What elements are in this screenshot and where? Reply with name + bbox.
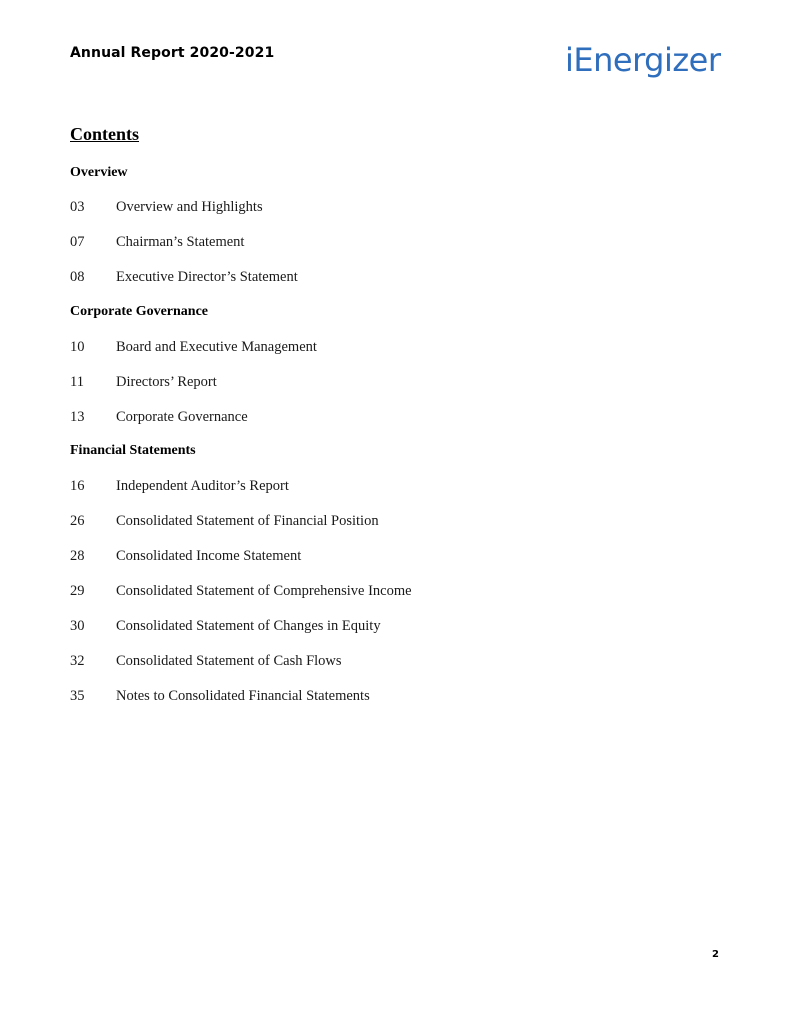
- toc-entry[interactable]: [70, 199, 263, 216]
- toc-entry[interactable]: [70, 478, 289, 495]
- toc-page-number: 29: [70, 583, 85, 599]
- toc-page-number: 13: [70, 409, 85, 425]
- toc-entry-label: Executive Director’s Statement: [116, 269, 298, 285]
- section-heading-overview: Overview: [70, 165, 128, 180]
- toc-entry-label: Consolidated Statement of Changes in Equity: [116, 618, 381, 634]
- toc-entry[interactable]: [70, 269, 298, 286]
- toc-page-number: 16: [70, 478, 85, 494]
- toc-page-number: 30: [70, 618, 85, 634]
- toc-entry-label: Notes to Consolidated Financial Statements: [116, 688, 370, 704]
- toc-entry[interactable]: [70, 653, 342, 670]
- page-number: 2: [712, 949, 719, 960]
- toc-entry-label: Consolidated Statement of Comprehensive Income: [116, 583, 412, 599]
- toc-page-number: 32: [70, 653, 85, 669]
- toc-page-number: 35: [70, 688, 85, 704]
- toc-page-number: 28: [70, 548, 85, 564]
- company-logo: [565, 41, 721, 79]
- toc-entry[interactable]: [70, 234, 244, 251]
- toc-entry-label: Board and Executive Management: [116, 339, 317, 355]
- toc-page-number: 07: [70, 234, 85, 250]
- toc-entry[interactable]: [70, 339, 317, 356]
- toc-entry[interactable]: [70, 688, 370, 705]
- report-title: Annual Report 2020-2021: [70, 45, 275, 61]
- toc-entry[interactable]: [70, 374, 217, 391]
- toc-page-number: 26: [70, 513, 85, 529]
- toc-page-number: 11: [70, 374, 84, 390]
- toc-page-number: 03: [70, 199, 85, 215]
- contents-heading: Contents: [70, 124, 140, 144]
- toc-entry-label: Corporate Governance: [116, 409, 248, 425]
- toc-entry-label: Directors’ Report: [116, 374, 217, 390]
- toc-entry[interactable]: [70, 618, 381, 635]
- toc-entry-label: Consolidated Statement of Cash Flows: [116, 653, 342, 669]
- logo-wordmark: Energizer: [573, 41, 721, 79]
- toc-page-number: 10: [70, 339, 85, 355]
- toc-entry[interactable]: [70, 409, 248, 426]
- toc-entry-label: Consolidated Income Statement: [116, 548, 302, 564]
- logo-letter-i: i: [565, 41, 574, 79]
- toc-entry[interactable]: [70, 583, 412, 600]
- toc-entry-label: Chairman’s Statement: [116, 234, 245, 250]
- toc-entry[interactable]: [70, 513, 379, 530]
- section-heading-corporate-governance: Corporate Governance: [70, 304, 209, 319]
- toc-page-number: 08: [70, 269, 85, 285]
- toc-entry-label: Overview and Highlights: [116, 199, 263, 215]
- toc-entry-label: Consolidated Statement of Financial Position: [116, 513, 379, 529]
- toc-entry-label: Independent Auditor’s Report: [116, 478, 289, 494]
- toc-entry[interactable]: [70, 548, 301, 565]
- section-heading-financial-statements: Financial Statements: [70, 443, 196, 458]
